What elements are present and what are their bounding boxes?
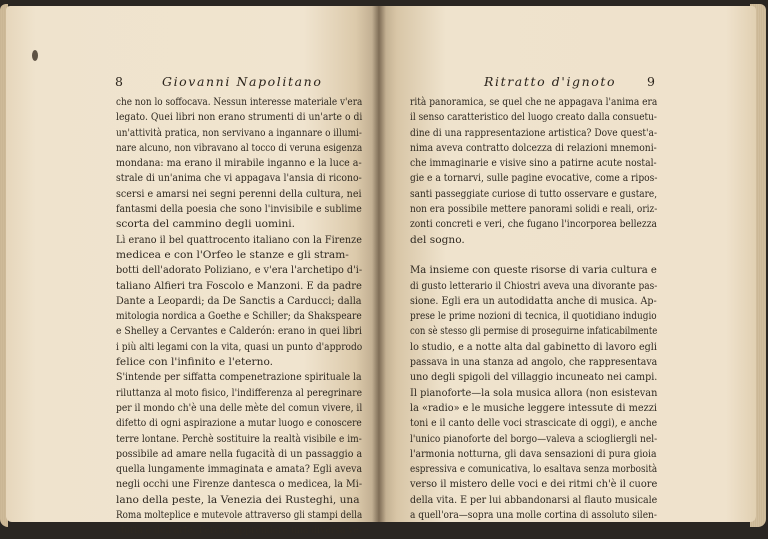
right-body-text — [410, 95, 657, 523]
text-line — [410, 248, 657, 263]
text-line: rità panoramica, se quel che ne appagava l'anima era — [410, 96, 658, 108]
text-line: a quell'ora—sopra una molle cortina di assoluto silen- — [410, 509, 657, 522]
text-line: della vita. E per lui abbandonarsi al flauto musicale — [410, 493, 658, 506]
text-line: difetto di ogni aspirazione a mutar luogo e conoscere — [116, 417, 362, 430]
text-line: scorta del cammino degli uomini. — [116, 218, 296, 231]
text-line: i più alti legami con la vita, quasi un punto d'approdo — [116, 340, 363, 353]
text-line: toni e il canto delle voci strascicate di oggi), e anche — [410, 417, 658, 430]
text-line: che immaginarie e visive sino a patirne acute nostal- — [410, 157, 657, 170]
text-line: storia e dell'arte. Perchè apprendere una diversa ve- — [116, 524, 363, 537]
text-line: non era possibile mettere panorami solidi e reali, oriz- — [410, 203, 658, 216]
text-line: Ma insieme con queste risorse di varia cultura e — [410, 264, 657, 277]
left-running-header — [162, 74, 322, 89]
text-line: santi passeggiate curiose di tutto osservare e gustare, — [410, 187, 658, 200]
text-line: la «radio» e le musiche leggere intessute di mezzi — [410, 401, 657, 414]
text-line: passava in una stanza ad angolo, che rappresentava — [410, 356, 658, 369]
text-line: felice con l'infinito e l'eterno. — [116, 356, 274, 369]
text-line: verso il mistero delle voci e dei ritmi ch'è il cuore — [410, 478, 658, 491]
text-line: che non lo soffocava. Nessun interesse materiale v'era — [116, 96, 363, 108]
left-page-number: 8 — [115, 74, 123, 89]
right-header-title: Ritratto d'ignoto — [484, 74, 617, 89]
text-line: con sè stesso gli permise di proseguirne infaticabilmente — [410, 325, 658, 338]
text-line: riluttanza al moto fisico, l'indifferenza al peregrinare — [116, 386, 363, 399]
text-line: e Shelley a Cervantes e Calderón: erano in quei libri — [116, 325, 362, 338]
text-line: quella lungamente immaginata e amata? Egli aveva — [116, 463, 363, 476]
text-line: medicea e con l'Orfeo le stanze e gli stram- — [116, 248, 349, 261]
text-line: un'attività pratica, non servivano a ingannare o illumi- — [116, 126, 362, 139]
right-page-number: 9 — [647, 74, 655, 89]
text-line: lano della peste, la Venezia dei Rusteghi, una — [116, 493, 360, 506]
text-line: per il mondo ch'è una delle mète del comun vivere, il — [116, 401, 363, 414]
text-line: zonti concreti e veri, che fugano l'incorporea bellezza — [410, 218, 657, 231]
text-line: di gusto letterario il Chiostri aveva una divorante pas- — [410, 279, 658, 292]
text-line: Lì erano il bel quattrocento italiano con la Firenze — [116, 233, 362, 246]
text-line: espressiva e comunicativa, lo esaltava senza morbosità — [410, 463, 658, 476]
text-line: Dante a Leopardi; da De Sanctis a Carducci; dalla — [116, 294, 362, 307]
text-line: strale di un'anima che vi appagava l'ansia di ricono- — [116, 172, 362, 185]
text-line: S'intende per siffatta compenetrazione spirituale la — [116, 371, 362, 384]
text-line: sione. Egli era un autodidatta anche di musica. Ap- — [410, 294, 657, 307]
left-body-text — [116, 95, 362, 539]
right-running-header — [484, 74, 616, 89]
text-line: gie e a tornarvi, sulle pagine evocative, come a ripos- — [410, 172, 658, 185]
text-line: mitologia nordica a Goethe e Schiller; da Shakspeare — [116, 310, 362, 323]
book-gutter — [372, 6, 386, 522]
text-line: Il pianoforte—la sola musica allora (non esistevan — [410, 386, 658, 399]
text-line: l'unico pianoforte del borgo—valeva a sciogliergli nel- — [410, 432, 658, 445]
text-line: lo studio, e a notte alta dal gabinetto di lavoro egli — [410, 340, 657, 353]
text-line: fantasmi della poesia che sono l'invisibile e sublime — [116, 203, 362, 216]
text-line: uno degli spigoli del villaggio incuneato nei campi. — [410, 371, 658, 384]
text-line: nima aveva contratto dolcezza di relazioni mnemoni- — [410, 141, 657, 154]
text-line: scersi e amarsi nei segni perenni della cultura, nei — [116, 187, 362, 200]
text-line: negli occhi une Firenze dantesca o medicea, la Mi- — [116, 478, 363, 491]
text-line: taliano Alfieri tra Foscolo e Manzoni. E da padre — [116, 279, 362, 292]
text-line: mondana: ma erano il mirabile inganno e la luce a- — [116, 157, 362, 170]
text-line: possibile ad amare nella fugacità di un passaggio a — [116, 447, 363, 460]
text-line: del sogno. — [410, 233, 465, 246]
text-line: l'armonia notturna, gli dava sensazioni di pura gioia — [410, 447, 657, 460]
text-line: nare alcuno, non vibravano al tocco di veruna esigenza — [116, 141, 363, 154]
text-line: botti dell'adorato Poliziano, e v'era l'archetipo d'i- — [116, 264, 363, 277]
left-header-title: Giovanni Napolitano — [162, 74, 323, 89]
text-line: terre lontane. Perchè sostituire la realtà visibile e im- — [116, 432, 362, 445]
text-line: il senso caratteristico del luogo creato dalla consuetu- — [410, 111, 657, 124]
text-line: legato. Quei libri non erano strumenti di un'arte o di — [116, 111, 363, 124]
text-line: dine di una rappresentazione artistica? Dove quest'a- — [410, 126, 658, 139]
text-line: Roma molteplice e mutevole attraverso gli stampi della — [116, 509, 363, 522]
text-line: prese le prime nozioni di tecnica, il quotidiano indugio — [410, 310, 657, 323]
ink-spot — [32, 50, 38, 61]
